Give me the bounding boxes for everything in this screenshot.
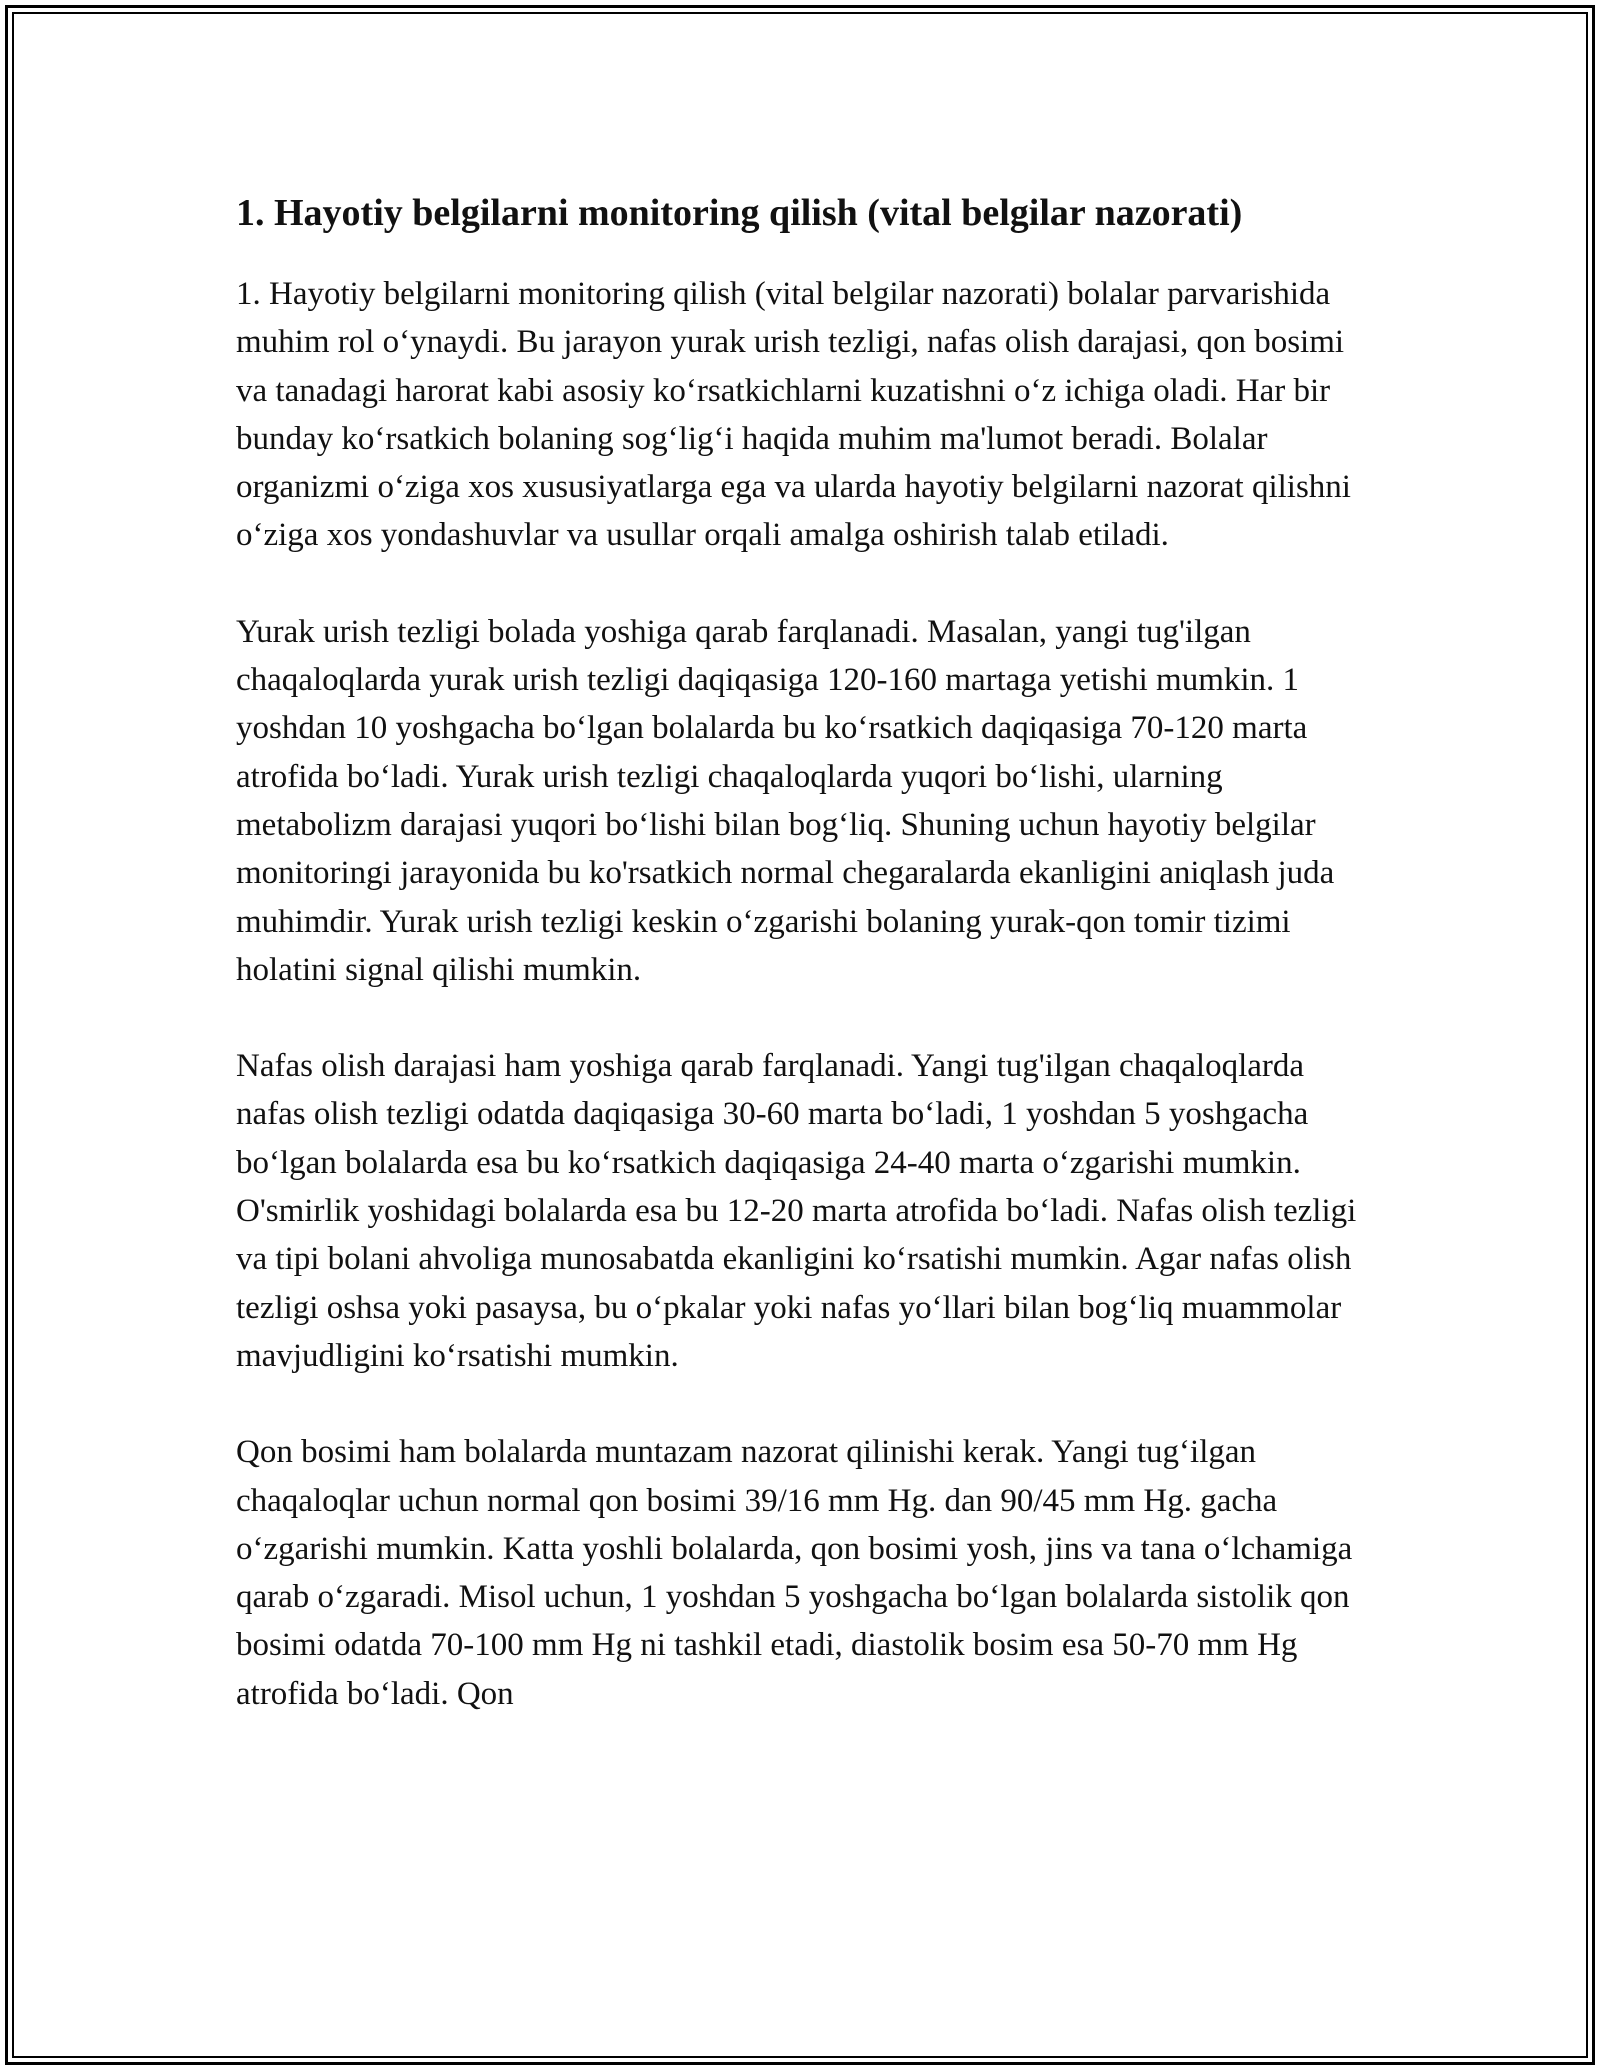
- paragraph-respiratory-rate: Nafas olish darajasi ham yoshiga qarab farqlanadi. Yangi tug'ilgan chaqaloqlarda nafas olish tezligi odatda daqiqasiga 30-60 marta bo‘ladi, 1 yoshdan 5 yoshgacha bo‘lgan bolalarda esa bu ko‘rsatkich daqiqasiga 24-40 marta o‘zgarishi mumkin. O'smirlik yoshidagi bolalarda esa bu 12-20 marta atrofida bo‘ladi. Nafas olish tezligi va tipi bolani ahvoliga munosabatda ekanligini ko‘rsatishi mumkin. Agar nafas olish tezligi oshsa yoki pasaysa, bu o‘pkalar yoki nafas yo‘llari bilan bog‘liq muammolar mavjudligini ko‘rsatishi mumkin.: [236, 1048, 1357, 1374]
- paragraph-vital-signs-intro: 1. Hayotiy belgilarni monitoring qilish (vital belgilar nazorati) bolalar parvarishida muhim rol o‘ynaydi. Bu jarayon yurak urish tezligi, nafas olish darajasi, qon bosimi va tanadagi harorat kabi asosiy ko‘rsatkichlarni kuzatishni o‘z ichiga oladi. Har bir bunday ko‘rsatkich bolaning sog‘lig‘i haqida muhim ma'lumot beradi. Bolalar organizmi o‘ziga xos xususiyatlarga ega va ularda hayotiy belgilarni nazorat qilishni o‘ziga xos yondashuvlar va usullar orqali amalga oshirish talab etiladi.: [236, 276, 1351, 554]
- paragraph-heart-rate: Yurak urish tezligi bolada yoshiga qarab farqlanadi. Masalan, yangi tug'ilgan chaqaloqlarda yurak urish tezligi daqiqasiga 120-160 martaga yetishi mumkin. 1 yoshdan 10 yoshgacha bo‘lgan bolalarda bu ko‘rsatkich daqiqasiga 70-120 marta atrofida bo‘ladi. Yurak urish tezligi chaqaloqlarda yuqori bo‘lishi, ularning metabolizm darajasi yuqori bo‘lishi bilan bog‘liq. Shuning uchun hayotiy belgilar monitoringi jarayonida bu ko'rsatkich normal chegaralarda ekanligini aniqlash juda muhimdir. Yurak urish tezligi keskin o‘zgarishi bolaning yurak-qon tomir tizimi holatini signal qilishi mumkin.: [236, 613, 1335, 988]
- document-content: [236, 184, 1371, 1766]
- paragraph-blood-pressure: Qon bosimi ham bolalarda muntazam nazorat qilinishi kerak. Yangi tug‘ilgan chaqaloqlar uchun normal qon bosimi 39/16 mm Hg. dan 90/45 mm Hg. gacha o‘zgarishi mumkin. Katta yoshli bolalarda, qon bosimi yosh, jins va tana o‘lchamiga qarab o‘zgaradi. Misol uchun, 1 yoshdan 5 yoshgacha bo‘lgan bolalarda sistolik qon bosimi odatda 70-100 mm Hg ni tashkil etadi, diastolik bosim esa 50-70 mm Hg atrofida bo‘ladi. Qon: [236, 1434, 1353, 1712]
- section-heading: 1. Hayotiy belgilarni monitoring qilish (vital belgilar nazorati): [236, 192, 1243, 234]
